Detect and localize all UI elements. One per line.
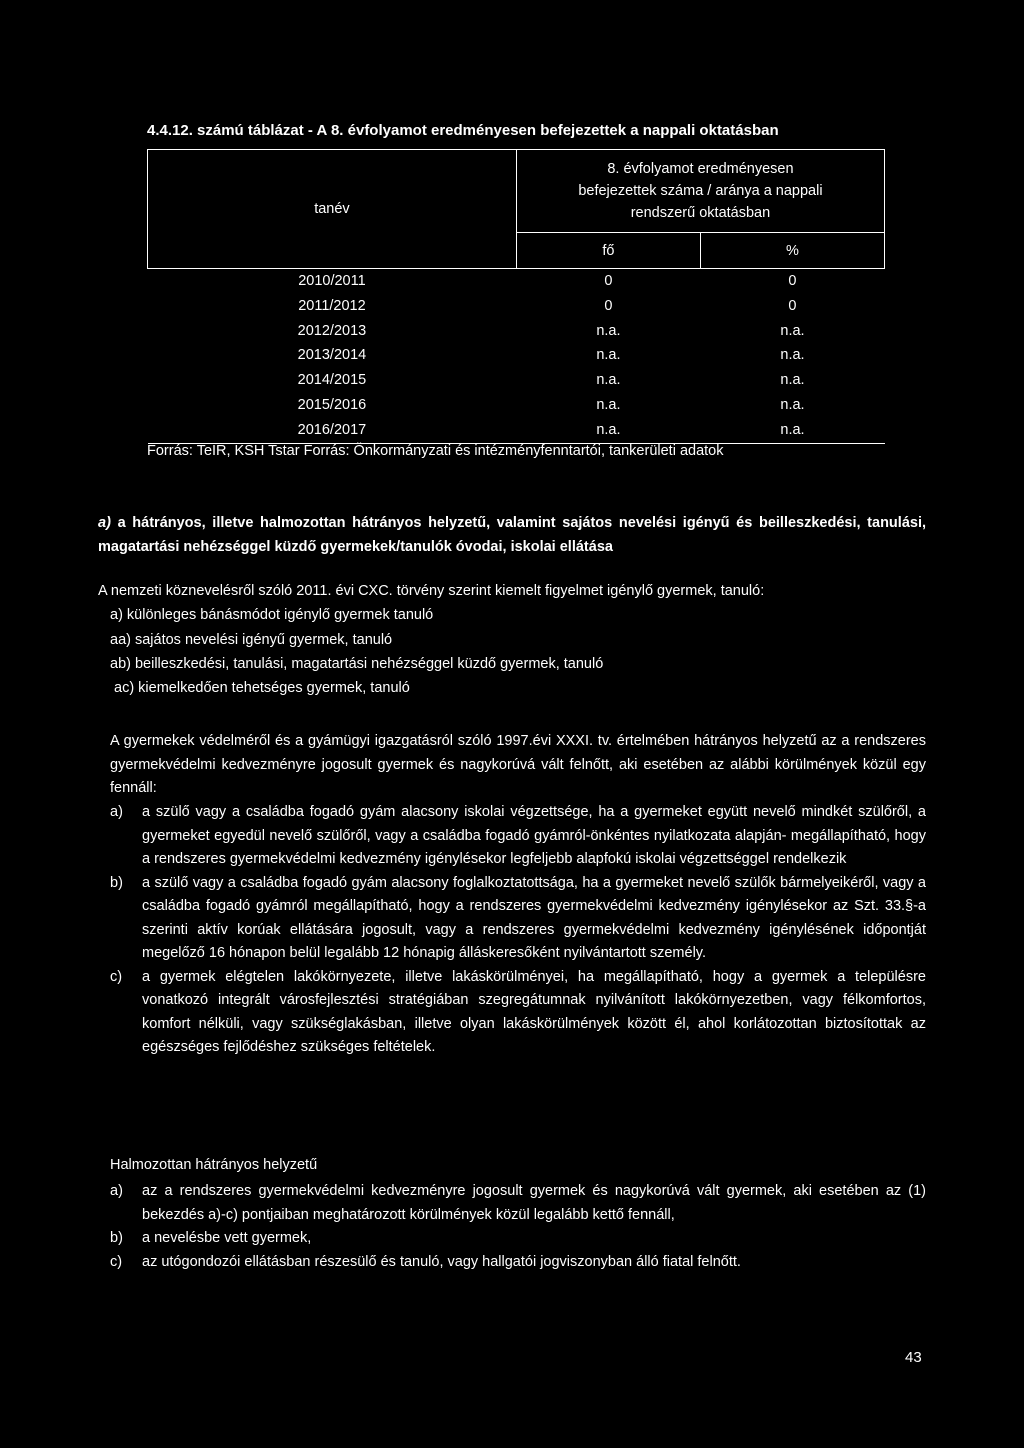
list-item bbox=[110, 801, 926, 872]
header-main bbox=[516, 150, 884, 233]
hhh-intro: Halmozottan hátrányos helyzetű bbox=[110, 1157, 318, 1173]
table-row bbox=[148, 319, 885, 344]
cell-fo: n.a. bbox=[596, 372, 621, 389]
list-text: az a rendszeres gyermekvédelmi kedvezményre jogosult gyermek és nagykorúvá vált gyermek, aki esetében az (1) bekezdés a)-c) pontjaiban meghatározott körülmények közül legalább kettő fennáll, bbox=[142, 1183, 926, 1223]
table-row bbox=[148, 368, 885, 393]
cell-year: 2011/2012 bbox=[298, 297, 366, 314]
list-text: a szülő vagy a családba fogadó gyám alacsony foglalkoztatottsága, ha a gyermeket nevelő szülők bármelyeikéről, vagy a családba fogadó gyámról megállapítható, hogy a rendszeres gyermekvédelmi kedvezmény igénylésekor az Szt. 33.§-a szerinti aktív korúak ellátására jogosult, vagy a rendszeres gyermekvédelmi kedvezmény igénylésének időpontját megelőző 16 hónapon belül legalább 12 hónapig álláskeresőként nyilvántartott személy. bbox=[142, 874, 926, 961]
header-tanev: tanév bbox=[148, 150, 517, 269]
cell-year: 2013/2014 bbox=[297, 347, 367, 364]
list-text: a nevelésbe vett gyermek, bbox=[142, 1230, 312, 1246]
cell-fo: n.a. bbox=[596, 347, 621, 364]
table-row bbox=[148, 294, 885, 319]
table-row bbox=[148, 418, 885, 443]
knt-intro: A nemzeti köznevelésről szóló 2011. évi CXC. törvény szerint kiemelt figyelmet igénylő gyermek, tanuló: bbox=[98, 583, 765, 599]
cell-pct: n.a. bbox=[780, 372, 805, 389]
page-number: 43 bbox=[905, 1349, 922, 1366]
table-row bbox=[148, 343, 885, 368]
list-text: a szülő vagy a családba fogadó gyám alacsony iskolai végzettsége, ha a gyermeket együtt nevelő mindkét szülőről, a gyermeket egyedül nevelő szülőről, vagy a családba fogadó gyámról-önkéntes nyilatkozata alapján- megállapítható, hogy a rendszeres gyermekvédelmi kedvezmény igénylésekor legfeljebb alapfokú iskolai végzettséggel rendelkezik bbox=[142, 804, 926, 867]
cell-fo: 0 bbox=[604, 297, 613, 314]
cell-pct: n.a. bbox=[780, 322, 805, 339]
cell-fo: n.a. bbox=[596, 396, 621, 413]
table-caption: 4.4.12. számú táblázat - A 8. évfolyamot eredményesen befejezettek a nappali oktatásban bbox=[147, 122, 779, 139]
cell-pct: n.a. bbox=[780, 421, 805, 438]
cell-year: 2014/2015 bbox=[297, 372, 367, 389]
cell-year: 2015/2016 bbox=[297, 396, 367, 413]
cell-pct: 0 bbox=[788, 297, 797, 314]
list-item bbox=[110, 1180, 926, 1227]
cell-fo: n.a. bbox=[596, 421, 621, 438]
section-a-marker: a) bbox=[98, 515, 111, 531]
knt-item-aa: aa) sajátos nevelési igényű gyermek, tanuló bbox=[110, 632, 393, 648]
header-fo: fő bbox=[516, 233, 700, 269]
list-item bbox=[110, 966, 926, 1060]
list-text: a gyermek elégtelen lakókörnyezete, illetve lakáskörülményei, ha megállapítható, hogy a gyermek a településre vonatkozó integrált városfejlesztési stratégiában szegregátumnak nyilvánított lakókörnyezetben, vagy félkomfortos, komfort nélküli, vagy szükséglakásban, illetve olyan lakáskörülmények között él, ahol korlátozottan biztosítottak az egészséges fejlődéshez szükséges feltételek. bbox=[142, 968, 926, 1055]
knt-item-ac: ac) kiemelkedően tehetséges gyermek, tanuló bbox=[114, 680, 410, 696]
cell-pct: n.a. bbox=[780, 347, 805, 364]
cell-pct: 0 bbox=[788, 273, 797, 289]
header-main-line-3: rendszerű oktatásban bbox=[630, 205, 771, 221]
header-main-line-1: 8. évfolyamot eredményesen bbox=[607, 161, 794, 177]
table-source: Forrás: TeIR, KSH Tstar Forrás: Önkormányzati és intézményfenntartói, tankerületi adatok bbox=[147, 443, 724, 459]
hhh-list bbox=[110, 1180, 926, 1274]
list-marker: c) bbox=[110, 1253, 123, 1270]
list-text: az utógondozói ellátásban részesülő és tanuló, vagy hallgatói jogviszonyban álló fiatal felnőtt. bbox=[142, 1253, 741, 1270]
cell-year: 2010/2011 bbox=[298, 273, 366, 289]
list-marker: b) bbox=[110, 874, 123, 891]
cell-year: 2012/2013 bbox=[297, 322, 367, 339]
knt-item-ab: ab) beilleszkedési, tanulási, magatartási nehézséggel küzdő gyermek, tanuló bbox=[110, 656, 604, 672]
list-marker: c) bbox=[110, 968, 123, 985]
gyvt-list bbox=[110, 801, 926, 1060]
knt-item-a: a) különleges bánásmódot igénylő gyermek tanuló bbox=[110, 607, 434, 623]
list-item bbox=[110, 872, 926, 966]
header-pct: % bbox=[700, 233, 884, 269]
list-marker: a) bbox=[110, 804, 123, 820]
list-marker: a) bbox=[110, 1183, 123, 1199]
section-a-text: a hátrányos, illetve halmozottan hátrányos helyzetű, valamint sajátos nevelési igényű és beilleszkedési, tanulási, magatartási nehézséggel küzdő gyermekek/tanulók óvodai, iskolai ellátása bbox=[98, 515, 927, 555]
table-row bbox=[148, 393, 885, 418]
list-item bbox=[110, 1227, 926, 1251]
cell-fo: n.a. bbox=[596, 322, 621, 339]
section-a-heading bbox=[98, 511, 926, 559]
cell-pct: n.a. bbox=[780, 396, 805, 413]
table-row bbox=[148, 269, 885, 294]
list-marker: b) bbox=[110, 1230, 123, 1246]
cell-year: 2016/2017 bbox=[297, 421, 367, 438]
header-main-line-2: befejezettek száma / aránya a nappali bbox=[578, 183, 823, 199]
gyvt-intro: A gyermekek védelméről és a gyámügyi igazgatásról szóló 1997.évi XXXI. tv. értelmében hátrányos helyzetű az a rendszeres gyermekvédelmi kedvezményre jogosult gyermek és nagykorúvá vált felnőtt, aki esetében az alábbi körülmények közül egy fennáll: bbox=[110, 733, 926, 796]
list-item bbox=[110, 1251, 926, 1275]
cell-fo: 0 bbox=[604, 273, 613, 289]
results-table bbox=[147, 149, 885, 444]
